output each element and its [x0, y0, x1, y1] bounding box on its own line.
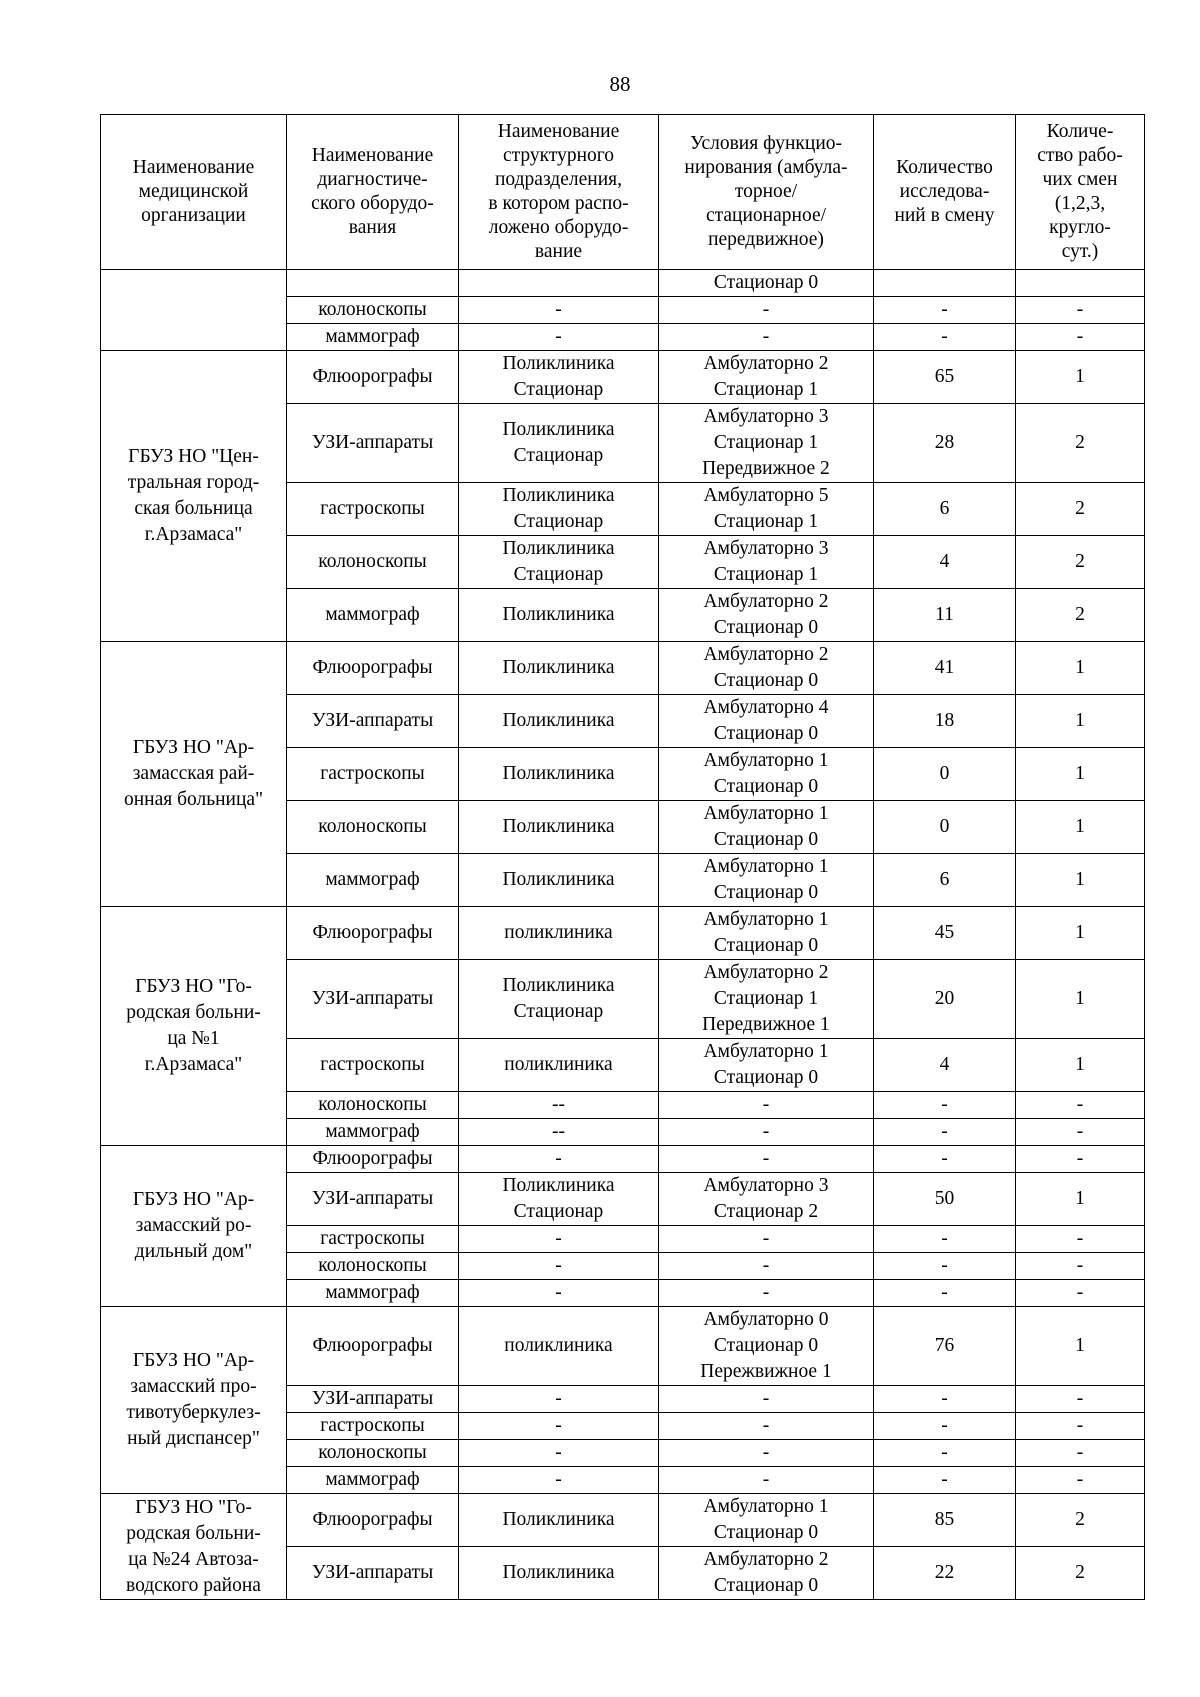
shifts-cell: - — [1016, 1226, 1145, 1253]
shifts-cell: - — [1016, 297, 1145, 324]
unit-cell: - — [459, 1413, 659, 1440]
unit-cell: Поликлиника — [459, 1547, 659, 1600]
equipment-cell: гастроскопы — [287, 1039, 459, 1092]
shifts-cell: 1 — [1016, 854, 1145, 907]
shifts-cell: - — [1016, 1253, 1145, 1280]
conditions-cell: - — [659, 1226, 874, 1253]
shifts-cell: - — [1016, 1146, 1145, 1173]
shifts-cell: 2 — [1016, 536, 1145, 589]
shifts-cell: 2 — [1016, 483, 1145, 536]
count-cell: - — [874, 1467, 1016, 1494]
count-cell — [874, 270, 1016, 297]
equipment-cell: Флюорографы — [287, 907, 459, 960]
equipment-cell: маммограф — [287, 589, 459, 642]
equipment-cell: колоноскопы — [287, 1092, 459, 1119]
shifts-cell: - — [1016, 1386, 1145, 1413]
organization-cell: ГБУЗ НО "Ар- замасский про- тивотуберкулез- ный диспансер" — [101, 1307, 287, 1494]
conditions-cell: - — [659, 1440, 874, 1467]
conditions-cell: Амбулаторно 2 Стационар 0 — [659, 1547, 874, 1600]
equipment-cell: маммограф — [287, 854, 459, 907]
count-cell: 28 — [874, 404, 1016, 483]
count-cell: 6 — [874, 483, 1016, 536]
conditions-cell: Амбулаторно 1 Стационар 0 — [659, 748, 874, 801]
conditions-cell: Амбулаторно 1 Стационар 0 — [659, 1494, 874, 1547]
conditions-cell: Амбулаторно 1 Стационар 0 — [659, 907, 874, 960]
unit-cell: - — [459, 1280, 659, 1307]
unit-cell: Поликлиника Стационар — [459, 960, 659, 1039]
unit-cell: -- — [459, 1092, 659, 1119]
table-row — [101, 351, 1145, 404]
count-cell: 4 — [874, 1039, 1016, 1092]
header-conditions: Условия функцио- нирования (амбула- торное/ стационарное/ передвижное) — [659, 115, 874, 270]
conditions-cell: Амбулаторно 2 Стационар 0 — [659, 589, 874, 642]
equipment-cell: УЗИ-аппараты — [287, 1547, 459, 1600]
table-row — [101, 1494, 1145, 1547]
table-row — [101, 642, 1145, 695]
unit-cell: поликлиника — [459, 1307, 659, 1386]
count-cell: - — [874, 1440, 1016, 1467]
unit-cell: Поликлиника — [459, 1494, 659, 1547]
unit-cell: Поликлиника Стационар — [459, 536, 659, 589]
unit-cell: - — [459, 1253, 659, 1280]
unit-cell — [459, 270, 659, 297]
count-cell: - — [874, 1280, 1016, 1307]
count-cell: 22 — [874, 1547, 1016, 1600]
count-cell: 20 — [874, 960, 1016, 1039]
count-cell: - — [874, 1253, 1016, 1280]
conditions-cell: Амбулаторно 1 Стационар 0 — [659, 854, 874, 907]
equipment-cell: колоноскопы — [287, 1253, 459, 1280]
equipment-cell: гастроскопы — [287, 748, 459, 801]
conditions-cell: Амбулаторно 5 Стационар 1 — [659, 483, 874, 536]
equipment-cell: маммограф — [287, 1280, 459, 1307]
header-equipment: Наименование диагностиче- ского оборудо- вания — [287, 115, 459, 270]
table-body — [101, 270, 1145, 1600]
conditions-cell: - — [659, 324, 874, 351]
conditions-cell: - — [659, 1119, 874, 1146]
shifts-cell: - — [1016, 1092, 1145, 1119]
shifts-cell: 1 — [1016, 960, 1145, 1039]
count-cell: - — [874, 1092, 1016, 1119]
table-row — [101, 270, 1145, 297]
equipment-cell: гастроскопы — [287, 483, 459, 536]
table-row — [101, 907, 1145, 960]
shifts-cell: 1 — [1016, 1173, 1145, 1226]
table-header-row — [101, 115, 1145, 270]
unit-cell: Поликлиника — [459, 801, 659, 854]
unit-cell: Поликлиника — [459, 695, 659, 748]
equipment-cell: Флюорографы — [287, 1146, 459, 1173]
equipment-cell: колоноскопы — [287, 297, 459, 324]
shifts-cell: - — [1016, 1413, 1145, 1440]
count-cell: - — [874, 324, 1016, 351]
conditions-cell: Амбулаторно 0 Стационар 0 Пережвижное 1 — [659, 1307, 874, 1386]
organization-cell: ГБУЗ НО "Цен- тральная город- ская больница г.Арзамаса" — [101, 351, 287, 642]
shifts-cell: 2 — [1016, 404, 1145, 483]
equipment-cell: колоноскопы — [287, 536, 459, 589]
count-cell: - — [874, 1119, 1016, 1146]
conditions-cell: Амбулаторно 1 Стационар 0 — [659, 801, 874, 854]
conditions-cell: - — [659, 1467, 874, 1494]
conditions-cell: Амбулаторно 3 Стационар 1 Передвижное 2 — [659, 404, 874, 483]
unit-cell: - — [459, 324, 659, 351]
conditions-cell: Амбулаторно 2 Стационар 0 — [659, 642, 874, 695]
shifts-cell: 1 — [1016, 907, 1145, 960]
conditions-cell: Стационар 0 — [659, 270, 874, 297]
equipment-cell: УЗИ-аппараты — [287, 1386, 459, 1413]
shifts-cell: 1 — [1016, 642, 1145, 695]
count-cell: 0 — [874, 801, 1016, 854]
conditions-cell: - — [659, 1092, 874, 1119]
shifts-cell: - — [1016, 1280, 1145, 1307]
shifts-cell: 1 — [1016, 801, 1145, 854]
header-count: Количество исследова- ний в смену — [874, 115, 1016, 270]
equipment-cell: гастроскопы — [287, 1413, 459, 1440]
count-cell: 4 — [874, 536, 1016, 589]
conditions-cell: - — [659, 297, 874, 324]
unit-cell: - — [459, 1226, 659, 1253]
shifts-cell: - — [1016, 324, 1145, 351]
equipment-cell: Флюорографы — [287, 1494, 459, 1547]
conditions-cell: - — [659, 1280, 874, 1307]
organization-cell: ГБУЗ НО "Го- родская больни- ца №1 г.Арзамаса" — [101, 907, 287, 1146]
shifts-cell: - — [1016, 1467, 1145, 1494]
table-row — [101, 1146, 1145, 1173]
equipment-cell: маммограф — [287, 324, 459, 351]
conditions-cell: Амбулаторно 3 Стационар 1 — [659, 536, 874, 589]
organization-cell: ГБУЗ НО "Го- родская больни- ца №24 Автоза- водского района — [101, 1494, 287, 1600]
unit-cell: - — [459, 1440, 659, 1467]
unit-cell: Поликлиника Стационар — [459, 1173, 659, 1226]
conditions-cell: - — [659, 1146, 874, 1173]
equipment-cell: УЗИ-аппараты — [287, 1173, 459, 1226]
conditions-cell: - — [659, 1413, 874, 1440]
count-cell: - — [874, 1146, 1016, 1173]
unit-cell: поликлиника — [459, 907, 659, 960]
unit-cell: - — [459, 297, 659, 324]
conditions-cell: - — [659, 1253, 874, 1280]
equipment-cell: маммограф — [287, 1467, 459, 1494]
equipment-cell: УЗИ-аппараты — [287, 695, 459, 748]
unit-cell: поликлиника — [459, 1039, 659, 1092]
equipment-table — [100, 114, 1145, 1600]
conditions-cell: - — [659, 1386, 874, 1413]
unit-cell: Поликлиника — [459, 642, 659, 695]
count-cell: - — [874, 1386, 1016, 1413]
count-cell: 0 — [874, 748, 1016, 801]
equipment-cell: Флюорографы — [287, 1307, 459, 1386]
shifts-cell: 2 — [1016, 1547, 1145, 1600]
unit-cell: -- — [459, 1119, 659, 1146]
unit-cell: Поликлиника — [459, 854, 659, 907]
unit-cell: - — [459, 1146, 659, 1173]
shifts-cell — [1016, 270, 1145, 297]
header-organization: Наименование медицинской организации — [101, 115, 287, 270]
unit-cell: Поликлиника — [459, 589, 659, 642]
equipment-cell: Флюорографы — [287, 351, 459, 404]
equipment-cell — [287, 270, 459, 297]
equipment-cell: маммограф — [287, 1119, 459, 1146]
table-row — [101, 1307, 1145, 1386]
organization-cell: ГБУЗ НО "Ар- замасский ро- дильный дом" — [101, 1146, 287, 1307]
equipment-cell: УЗИ-аппараты — [287, 960, 459, 1039]
count-cell: 18 — [874, 695, 1016, 748]
unit-cell: - — [459, 1386, 659, 1413]
conditions-cell: Амбулаторно 2 Стационар 1 Передвижное 1 — [659, 960, 874, 1039]
header-shifts: Количе- ство рабо- чих смен (1,2,3, кругло- сут.) — [1016, 115, 1145, 270]
shifts-cell: 2 — [1016, 589, 1145, 642]
count-cell: 41 — [874, 642, 1016, 695]
conditions-cell: Амбулаторно 2 Стационар 1 — [659, 351, 874, 404]
organization-cell: ГБУЗ НО "Ар- замасская рай- онная больница" — [101, 642, 287, 907]
shifts-cell: - — [1016, 1440, 1145, 1467]
equipment-cell: УЗИ-аппараты — [287, 404, 459, 483]
conditions-cell: Амбулаторно 3 Стационар 2 — [659, 1173, 874, 1226]
shifts-cell: 1 — [1016, 351, 1145, 404]
unit-cell: Поликлиника Стационар — [459, 404, 659, 483]
shifts-cell: 1 — [1016, 748, 1145, 801]
conditions-cell: Амбулаторно 4 Стационар 0 — [659, 695, 874, 748]
equipment-cell: Флюорографы — [287, 642, 459, 695]
count-cell: - — [874, 1226, 1016, 1253]
header-unit: Наименование структурного подразделения, в котором распо- ложено оборудо- вание — [459, 115, 659, 270]
shifts-cell: - — [1016, 1119, 1145, 1146]
organization-cell — [101, 270, 287, 351]
count-cell: - — [874, 1413, 1016, 1440]
count-cell: 76 — [874, 1307, 1016, 1386]
shifts-cell: 1 — [1016, 1039, 1145, 1092]
equipment-cell: колоноскопы — [287, 801, 459, 854]
count-cell: 6 — [874, 854, 1016, 907]
equipment-cell: колоноскопы — [287, 1440, 459, 1467]
conditions-cell: Амбулаторно 1 Стационар 0 — [659, 1039, 874, 1092]
unit-cell: Поликлиника Стационар — [459, 483, 659, 536]
page-number: 88 — [609, 72, 631, 96]
count-cell: - — [874, 297, 1016, 324]
unit-cell: Поликлиника Стационар — [459, 351, 659, 404]
count-cell: 11 — [874, 589, 1016, 642]
shifts-cell: 1 — [1016, 695, 1145, 748]
equipment-cell: гастроскопы — [287, 1226, 459, 1253]
shifts-cell: 2 — [1016, 1494, 1145, 1547]
unit-cell: - — [459, 1467, 659, 1494]
count-cell: 65 — [874, 351, 1016, 404]
shifts-cell: 1 — [1016, 1307, 1145, 1386]
count-cell: 50 — [874, 1173, 1016, 1226]
unit-cell: Поликлиника — [459, 748, 659, 801]
count-cell: 45 — [874, 907, 1016, 960]
count-cell: 85 — [874, 1494, 1016, 1547]
